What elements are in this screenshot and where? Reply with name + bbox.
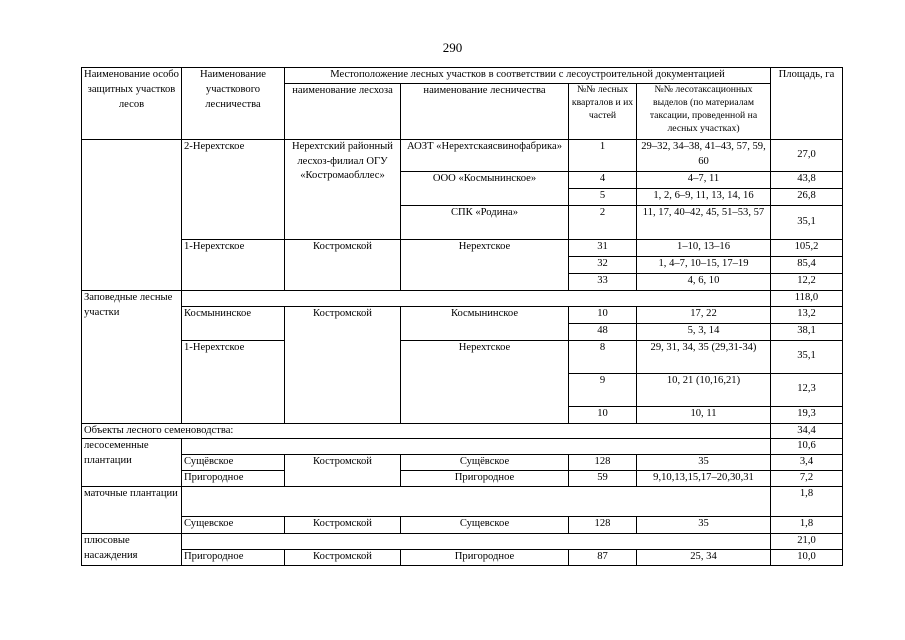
district-forestry-cell: 1-Нерехтское (182, 340, 285, 423)
quarter-cell: 59 (569, 471, 637, 487)
forestry-cell: Сущёвское (401, 455, 569, 471)
forestry-cell: Пригородное (401, 471, 569, 487)
leshoz-cell: Костромской (285, 455, 401, 487)
category-name-cell: Объекты лесного семеноводства: (82, 423, 771, 439)
header-forestry: наименование лесничества (401, 83, 569, 139)
leshoz-cell: Костромской (285, 239, 401, 290)
leshoz-cell: Костромской (285, 549, 401, 565)
area-cell: 26,8 (771, 188, 843, 205)
area-cell: 43,8 (771, 171, 843, 188)
forestry-cell: СПК «Родина» (401, 205, 569, 239)
quarter-cell: 32 (569, 256, 637, 273)
header-leshoz: наименование лесхоза (285, 83, 401, 139)
allotment-cell: 5, 3, 14 (637, 323, 771, 340)
allotment-cell: 35 (637, 516, 771, 533)
category-name-cell: Заповедные лесные участки (82, 290, 182, 423)
area-cell: 1,8 (771, 486, 843, 516)
forestry-cell: Сущевское (401, 516, 569, 533)
leshoz-cell: Нерехтский районный лесхоз-филиал ОГУ «Костромаобллес» (285, 139, 401, 239)
allotment-cell: 10, 21 (10,16,21) (637, 373, 771, 406)
forestry-cell: Пригородное (401, 549, 569, 565)
header-protected-area-name: Наименование особо защитных участков лесов (82, 68, 182, 140)
district-forestry-cell: Пригородное (182, 549, 285, 565)
quarter-cell: 31 (569, 239, 637, 256)
allotment-cell: 1–10, 13–16 (637, 239, 771, 256)
area-cell: 105,2 (771, 239, 843, 256)
quarter-cell: 9 (569, 373, 637, 406)
area-cell: 13,2 (771, 306, 843, 323)
quarter-cell: 10 (569, 306, 637, 323)
forestry-cell: Космынинское (401, 306, 569, 340)
allotment-cell: 4–7, 11 (637, 171, 771, 188)
allotment-cell: 17, 22 (637, 306, 771, 323)
quarter-cell: 1 (569, 139, 637, 171)
cell-empty (182, 486, 771, 516)
forestry-cell: ООО «Космынинское» (401, 171, 569, 205)
forestry-cell: АОЗТ «Нерехтскаясвинофабрика» (401, 139, 569, 171)
forestry-cell: Нерехтское (401, 239, 569, 290)
district-forestry-cell: Сущевское (182, 516, 285, 533)
category-name-cell: плюсовые насаждения (82, 533, 182, 565)
area-cell: 34,4 (771, 423, 843, 439)
protected-forest-table (81, 67, 843, 566)
district-forestry-cell: 1-Нерехтское (182, 239, 285, 290)
cell-empty (182, 290, 771, 306)
header-district-forestry: Наименование участкового лесничества (182, 68, 285, 140)
district-forestry-cell: Космынинское (182, 306, 285, 340)
area-cell: 35,1 (771, 205, 843, 239)
quarter-cell: 5 (569, 188, 637, 205)
area-cell: 10,6 (771, 439, 843, 455)
leshoz-cell: Костромской (285, 516, 401, 533)
district-forestry-cell: 2-Нерехтское (182, 139, 285, 239)
cell-empty (182, 533, 771, 549)
allotment-cell: 1, 2, 6–9, 11, 13, 14, 16 (637, 188, 771, 205)
allotment-cell: 25, 34 (637, 549, 771, 565)
quarter-cell: 128 (569, 516, 637, 533)
leshoz-cell: Костромской (285, 306, 401, 423)
allotment-cell: 29, 31, 34, 35 (29,31-34) (637, 340, 771, 373)
quarter-cell: 4 (569, 171, 637, 188)
area-cell: 7,2 (771, 471, 843, 487)
cell-empty (82, 139, 182, 290)
header-area: Площадь, га (771, 68, 843, 140)
area-cell: 35,1 (771, 340, 843, 373)
allotment-cell: 4, 6, 10 (637, 273, 771, 290)
allotment-cell: 9,10,13,15,17–20,30,31 (637, 471, 771, 487)
quarter-cell: 10 (569, 406, 637, 423)
area-cell: 21,0 (771, 533, 843, 549)
area-cell: 38,1 (771, 323, 843, 340)
area-cell: 12,3 (771, 373, 843, 406)
area-cell: 19,3 (771, 406, 843, 423)
district-forestry-cell: Сущёвское (182, 455, 285, 471)
category-name-cell: лесосеменные плантации (82, 439, 182, 486)
page-number: 290 (442, 40, 463, 55)
category-name-cell: маточные плантации (82, 486, 182, 533)
quarter-cell: 8 (569, 340, 637, 373)
area-cell: 27,0 (771, 139, 843, 171)
area-cell: 118,0 (771, 290, 843, 306)
area-cell: 12,2 (771, 273, 843, 290)
allotment-cell: 1, 4–7, 10–15, 17–19 (637, 256, 771, 273)
allotment-cell: 10, 11 (637, 406, 771, 423)
area-cell: 1,8 (771, 516, 843, 533)
quarter-cell: 87 (569, 549, 637, 565)
allotment-cell: 11, 17, 40–42, 45, 51–53, 57 (637, 205, 771, 239)
quarter-cell: 128 (569, 455, 637, 471)
allotment-cell: 29–32, 34–38, 41–43, 57, 59, 60 (637, 139, 771, 171)
quarter-cell: 48 (569, 323, 637, 340)
area-cell: 85,4 (771, 256, 843, 273)
district-forestry-cell: Пригородное (182, 471, 285, 487)
header-location-group: Местоположение лесных участков в соответствии с лесоустроительной документацией (285, 68, 771, 84)
quarter-cell: 33 (569, 273, 637, 290)
forestry-cell: Нерехтское (401, 340, 569, 423)
cell-empty (182, 439, 771, 455)
header-allotments: №№ лесотаксационных выделов (по материалам таксации, проведенной на лесных участках) (637, 83, 771, 139)
header-quarters: №№ лесных кварталов и их частей (569, 83, 637, 139)
area-cell: 3,4 (771, 455, 843, 471)
allotment-cell: 35 (637, 455, 771, 471)
area-cell: 10,0 (771, 549, 843, 565)
quarter-cell: 2 (569, 205, 637, 239)
